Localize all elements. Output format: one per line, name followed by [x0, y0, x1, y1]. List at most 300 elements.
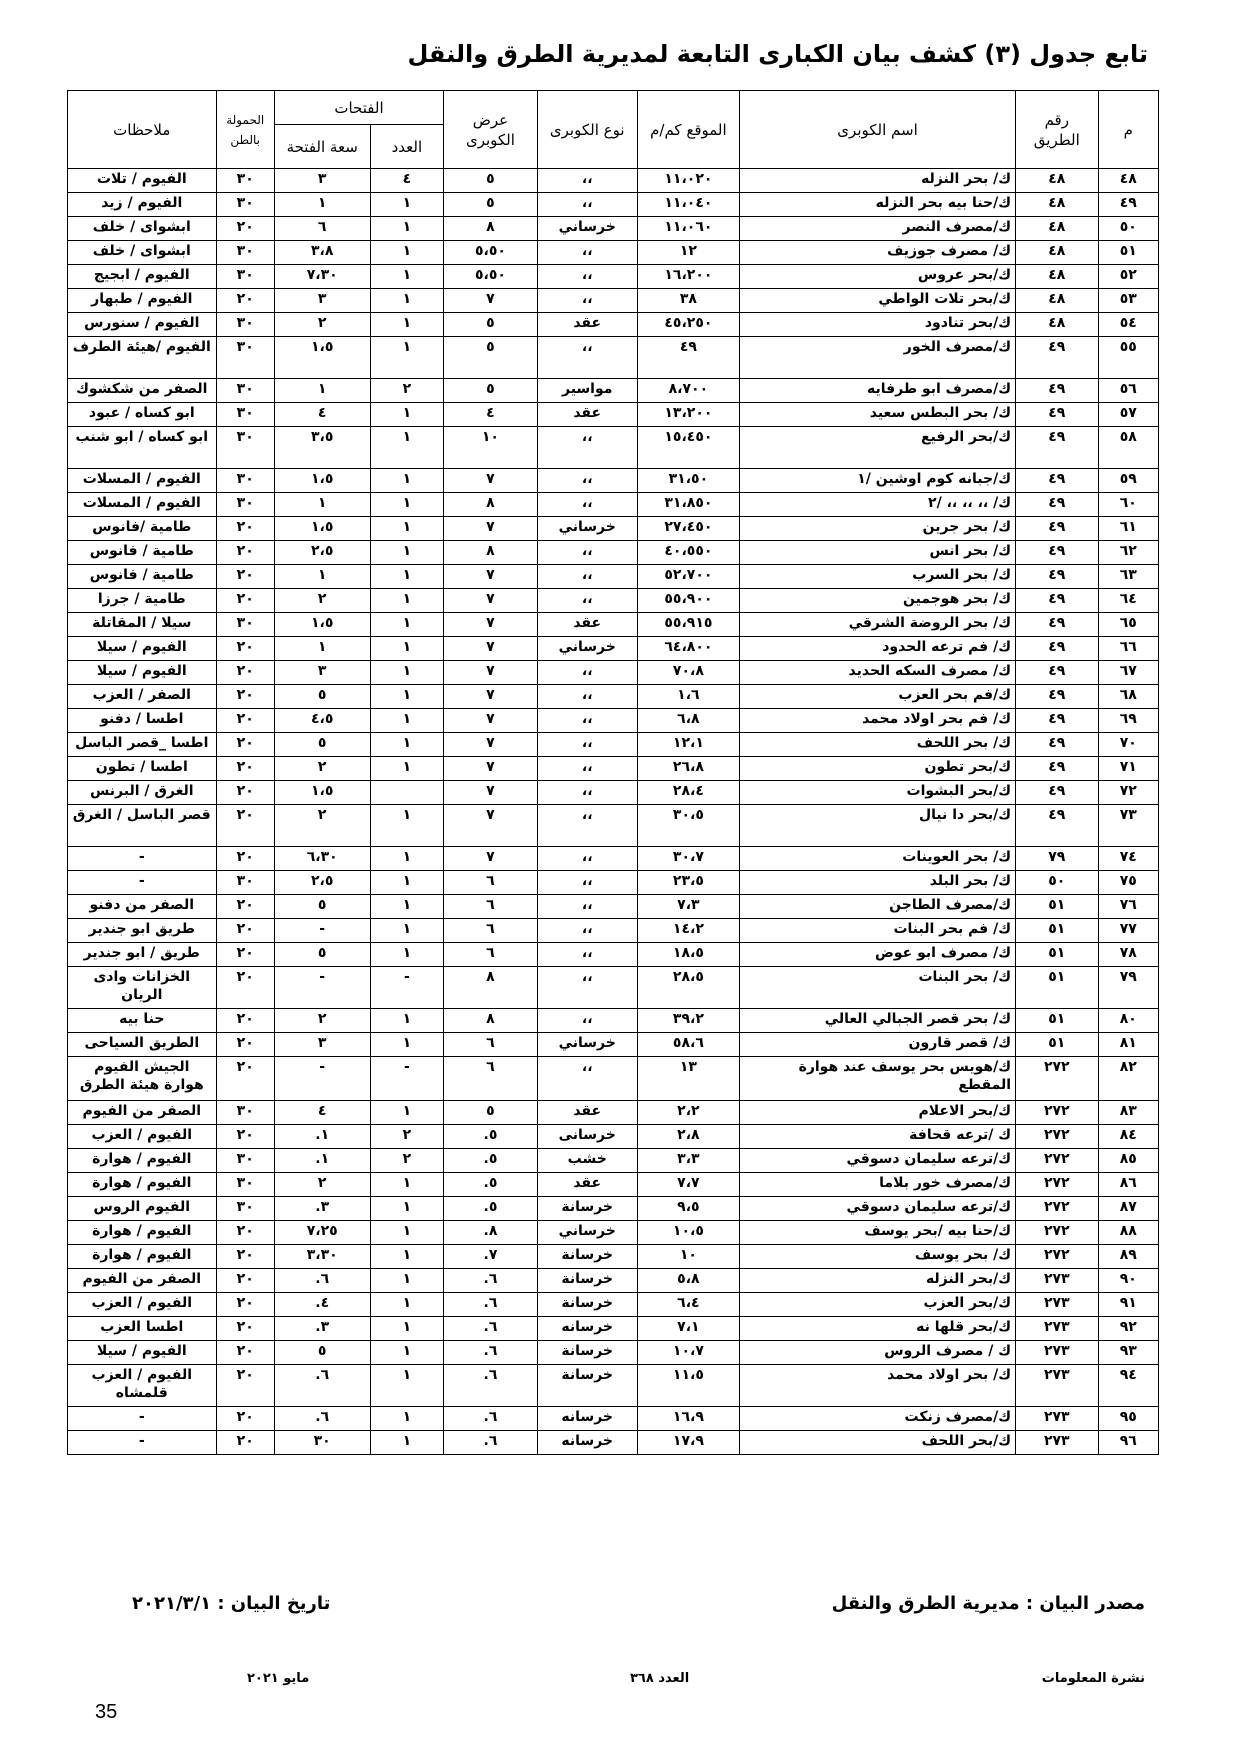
table-row	[68, 1407, 1159, 1431]
cell-load: ٢٠	[216, 1057, 274, 1101]
table-row	[68, 1341, 1159, 1365]
cell-bridge-name: ك/ مصرف السكه الحديد	[740, 661, 1016, 685]
cell-m: ٨٤	[1098, 1125, 1158, 1149]
table-row	[68, 1317, 1159, 1341]
cell-m: ٧٩	[1098, 967, 1158, 1009]
cell-openings-count: ١	[370, 217, 444, 241]
header-load: الحمولة بالطن	[216, 91, 274, 169]
cell-opening-capacity: ٣،٥	[274, 427, 370, 469]
cell-bridge-type: عقد	[537, 1101, 637, 1125]
cell-openings-count: ١	[370, 1197, 444, 1221]
cell-load: ٢٠	[216, 895, 274, 919]
cell-m: ٦٣	[1098, 565, 1158, 589]
table-row	[68, 1009, 1159, 1033]
cell-width: ٦.	[444, 1317, 537, 1341]
cell-m: ٧١	[1098, 757, 1158, 781]
cell-notes: حنا بيه	[68, 1009, 217, 1033]
cell-location: ٣٨	[637, 289, 739, 313]
cell-openings-count: ١	[370, 805, 444, 847]
cell-m: ٩٠	[1098, 1269, 1158, 1293]
cell-bridge-type: خرسانه	[537, 1431, 637, 1455]
cell-bridge-name: ك/ قصر قارون	[740, 1033, 1016, 1057]
cell-location: ٦،٨	[637, 709, 739, 733]
cell-bridge-type: مواسير	[537, 379, 637, 403]
cell-width: ٦	[444, 871, 537, 895]
cell-opening-capacity: ٢	[274, 313, 370, 337]
cell-location: ٣،٣	[637, 1149, 739, 1173]
cell-load: ٢٠	[216, 517, 274, 541]
cell-width: ٥.	[444, 1125, 537, 1149]
cell-notes: ابشواى / خلف	[68, 241, 217, 265]
cell-location: ٢،٢	[637, 1101, 739, 1125]
cell-location: ١٦،٩	[637, 1407, 739, 1431]
cell-notes: الفيوم / هوارة	[68, 1221, 217, 1245]
cell-m: ٩١	[1098, 1293, 1158, 1317]
cell-location: ٣٩،٢	[637, 1009, 739, 1033]
cell-width: ٦.	[444, 1407, 537, 1431]
cell-opening-capacity: ١.	[274, 1149, 370, 1173]
cell-opening-capacity: ٧،٢٥	[274, 1221, 370, 1245]
cell-load: ٣٠	[216, 313, 274, 337]
cell-load: ٢٠	[216, 943, 274, 967]
cell-bridge-name: ك/ترعه سليمان دسوقي	[740, 1197, 1016, 1221]
cell-openings-count: ١	[370, 919, 444, 943]
cell-width: ٥	[444, 379, 537, 403]
cell-road-no: ٢٧٢	[1016, 1057, 1098, 1101]
cell-notes: الصفر من الفيوم	[68, 1101, 217, 1125]
header-m: م	[1098, 91, 1158, 169]
cell-load: ٣٠	[216, 493, 274, 517]
cell-width: ٧	[444, 733, 537, 757]
cell-opening-capacity: ٣	[274, 1033, 370, 1057]
cell-width: ٥	[444, 169, 537, 193]
cell-opening-capacity: -	[274, 1057, 370, 1101]
cell-road-no: ٤٩	[1016, 637, 1098, 661]
table-row	[68, 1101, 1159, 1125]
cell-bridge-name: ك/بحر العزب	[740, 1293, 1016, 1317]
cell-notes: اطسا / تطون	[68, 757, 217, 781]
cell-bridge-type: ،،	[537, 757, 637, 781]
cell-openings-count: ١	[370, 517, 444, 541]
cell-openings-count: ١	[370, 637, 444, 661]
table-row	[68, 1033, 1159, 1057]
cell-bridge-type: خرساني	[537, 637, 637, 661]
cell-bridge-name: ك/ بحر السرب	[740, 565, 1016, 589]
cell-opening-capacity: ٦.	[274, 1269, 370, 1293]
cell-bridge-type: ،،	[537, 589, 637, 613]
header-width: عرض الكوبرى	[444, 91, 537, 169]
cell-openings-count: ١	[370, 1173, 444, 1197]
cell-opening-capacity: ٣	[274, 169, 370, 193]
table-row	[68, 1125, 1159, 1149]
cell-openings-count: ٢	[370, 1125, 444, 1149]
table-row	[68, 637, 1159, 661]
cell-load: ٢٠	[216, 1269, 274, 1293]
cell-bridge-name: ك/بحر الرفيع	[740, 427, 1016, 469]
cell-opening-capacity: ١	[274, 565, 370, 589]
cell-m: ٥٦	[1098, 379, 1158, 403]
cell-opening-capacity: ٦.	[274, 1365, 370, 1407]
cell-openings-count: ١	[370, 733, 444, 757]
cell-notes: الصفر من دفنو	[68, 895, 217, 919]
table-row	[68, 847, 1159, 871]
cell-bridge-name: ك/حنا بيه /بحر يوسف	[740, 1221, 1016, 1245]
cell-opening-capacity: ٦.	[274, 1407, 370, 1431]
cell-road-no: ٥١	[1016, 967, 1098, 1009]
cell-notes: الطريق السياحى	[68, 1033, 217, 1057]
cell-bridge-type: خرسانة	[537, 1341, 637, 1365]
cell-road-no: ٤٩	[1016, 403, 1098, 427]
cell-openings-count: ١	[370, 1221, 444, 1245]
data-date: تاريخ البيان : ٢٠٢١/٣/١	[132, 1593, 331, 1614]
table-row	[68, 1197, 1159, 1221]
cell-bridge-type: ،،	[537, 895, 637, 919]
cell-openings-count: ١	[370, 1407, 444, 1431]
cell-openings-count: ١	[370, 541, 444, 565]
cell-bridge-type: ،،	[537, 967, 637, 1009]
cell-road-no: ٢٧٢	[1016, 1245, 1098, 1269]
cell-load: ٢٠	[216, 565, 274, 589]
cell-width: ٨.	[444, 1221, 537, 1245]
cell-bridge-name: ك/ بحر اللحف	[740, 733, 1016, 757]
cell-bridge-type: خرسانة	[537, 1245, 637, 1269]
cell-bridge-type: خرسانى	[537, 1125, 637, 1149]
cell-load: ٣٠	[216, 265, 274, 289]
cell-openings-count: ١	[370, 265, 444, 289]
cell-road-no: ٤٩	[1016, 709, 1098, 733]
cell-location: ١٨،٥	[637, 943, 739, 967]
cell-opening-capacity: ٢	[274, 1173, 370, 1197]
cell-width: ٧	[444, 637, 537, 661]
cell-load: ٢٠	[216, 1407, 274, 1431]
cell-load: ٢٠	[216, 805, 274, 847]
cell-notes: طامية /فانوس	[68, 517, 217, 541]
cell-width: ٥	[444, 193, 537, 217]
cell-location: ٢٨،٤	[637, 781, 739, 805]
cell-load: ٣٠	[216, 427, 274, 469]
cell-width: ٤	[444, 403, 537, 427]
cell-location: ٧،٧	[637, 1173, 739, 1197]
cell-load: ٢٠	[216, 1365, 274, 1407]
cell-opening-capacity: ٢	[274, 1009, 370, 1033]
table-row	[68, 541, 1159, 565]
cell-notes: الفيوم / زيد	[68, 193, 217, 217]
cell-bridge-name: ك/ بحر يوسف	[740, 1245, 1016, 1269]
cell-road-no: ٢٧٣	[1016, 1317, 1098, 1341]
cell-notes: الفيوم / طبهار	[68, 289, 217, 313]
cell-opening-capacity: ٣.	[274, 1197, 370, 1221]
cell-opening-capacity: ٤،٥	[274, 709, 370, 733]
cell-load: ٢٠	[216, 661, 274, 685]
table-row	[68, 805, 1159, 847]
cell-bridge-name: ك/ مصرف جوزيف	[740, 241, 1016, 265]
cell-location: ٢،٨	[637, 1125, 739, 1149]
cell-opening-capacity: ١	[274, 493, 370, 517]
cell-bridge-name: ك/بحر تطون	[740, 757, 1016, 781]
cell-bridge-type: ،،	[537, 847, 637, 871]
header-opening-capacity: سعة الفتحة	[274, 125, 370, 169]
cell-m: ٦٢	[1098, 541, 1158, 565]
cell-width: ٥،٥٠	[444, 241, 537, 265]
cell-width: ٨	[444, 541, 537, 565]
cell-width: ٦	[444, 943, 537, 967]
cell-openings-count: ١	[370, 403, 444, 427]
cell-notes: ابشواى / خلف	[68, 217, 217, 241]
cell-bridge-type: ،،	[537, 709, 637, 733]
cell-bridge-type: ،،	[537, 337, 637, 379]
cell-notes: الفيوم / سيلا	[68, 661, 217, 685]
cell-bridge-name: ك/بحر البشوات	[740, 781, 1016, 805]
cell-load: ٣٠	[216, 241, 274, 265]
cell-road-no: ٤٩	[1016, 805, 1098, 847]
cell-bridge-name: ك/بحر تلات الواطي	[740, 289, 1016, 313]
cell-notes: الصفر / العزب	[68, 685, 217, 709]
header-openings-count: العدد	[370, 125, 444, 169]
cell-m: ٩٥	[1098, 1407, 1158, 1431]
cell-bridge-name: ك/ بحر انس	[740, 541, 1016, 565]
cell-bridge-name: ك/بحر النزله	[740, 1269, 1016, 1293]
table-row	[68, 733, 1159, 757]
cell-location: ٦،٤	[637, 1293, 739, 1317]
cell-m: ٥٥	[1098, 337, 1158, 379]
table-row	[68, 1057, 1159, 1101]
cell-bridge-name: ك/ بحر البنات	[740, 967, 1016, 1009]
cell-width: ٥.	[444, 1197, 537, 1221]
cell-bridge-name: ك / مصرف الروس	[740, 1341, 1016, 1365]
cell-width: ٥	[444, 313, 537, 337]
cell-notes: الفيوم / المسلات	[68, 493, 217, 517]
cell-notes: طامية / جرزا	[68, 589, 217, 613]
cell-load: ٢٠	[216, 1221, 274, 1245]
cell-bridge-name: ك/ بحر اولاد محمد	[740, 1365, 1016, 1407]
table-row	[68, 781, 1159, 805]
cell-openings-count: ١	[370, 685, 444, 709]
cell-m: ٨٢	[1098, 1057, 1158, 1101]
cell-bridge-name: ك/ بحر النزله	[740, 169, 1016, 193]
cell-bridge-type: ،،	[537, 493, 637, 517]
cell-location: ١٢	[637, 241, 739, 265]
cell-m: ٦١	[1098, 517, 1158, 541]
cell-notes: الفيوم / العزب	[68, 1125, 217, 1149]
table-row	[68, 337, 1159, 379]
cell-m: ٧٥	[1098, 871, 1158, 895]
footer-issue: العدد ٣٦٨	[630, 1671, 690, 1686]
cell-opening-capacity: ١.	[274, 1125, 370, 1149]
footer-publication: نشرة المعلومات	[1041, 1671, 1145, 1686]
cell-openings-count: ١	[370, 193, 444, 217]
cell-bridge-type: ،،	[537, 265, 637, 289]
cell-notes: الفيوم / سنورس	[68, 313, 217, 337]
cell-opening-capacity: ٢	[274, 805, 370, 847]
cell-location: ٢٦،٨	[637, 757, 739, 781]
cell-opening-capacity: ٤	[274, 1101, 370, 1125]
cell-width: ٥،٥٠	[444, 265, 537, 289]
cell-location: ٤٥،٢٥٠	[637, 313, 739, 337]
cell-load: ٢٠	[216, 1245, 274, 1269]
cell-location: ١،٦	[637, 685, 739, 709]
cell-width: ٧	[444, 589, 537, 613]
cell-load: ٢٠	[216, 589, 274, 613]
cell-road-no: ٤٩	[1016, 781, 1098, 805]
table-row	[68, 1173, 1159, 1197]
cell-openings-count: ١	[370, 1245, 444, 1269]
cell-location: ٣١،٥٠	[637, 469, 739, 493]
cell-notes: قصر الباسل / الغرق	[68, 805, 217, 847]
table-row	[68, 589, 1159, 613]
cell-width: ٧	[444, 685, 537, 709]
cell-notes: -	[68, 1431, 217, 1455]
cell-road-no: ٤٩	[1016, 541, 1098, 565]
table-row	[68, 265, 1159, 289]
cell-openings-count: ١	[370, 427, 444, 469]
table-row	[68, 943, 1159, 967]
cell-bridge-type: خرسانة	[537, 1197, 637, 1221]
cell-notes: اطسا _قصر الباسل	[68, 733, 217, 757]
cell-bridge-name: ك/جبانه كوم اوشين /١	[740, 469, 1016, 493]
cell-bridge-name: ك/هويس بحر يوسف عند هوارة المقطع	[740, 1057, 1016, 1101]
cell-m: ٧٢	[1098, 781, 1158, 805]
cell-openings-count: ١	[370, 1431, 444, 1455]
cell-bridge-type: ،،	[537, 193, 637, 217]
cell-notes: الجيش الفيوم هوارة هيئة الطرق	[68, 1057, 217, 1101]
cell-width: ١٠	[444, 427, 537, 469]
cell-bridge-name: ك/حنا بيه بحر النزله	[740, 193, 1016, 217]
cell-load: ٣٠	[216, 1197, 274, 1221]
cell-notes: الفيوم / هوارة	[68, 1245, 217, 1269]
table-row	[68, 193, 1159, 217]
cell-m: ٥٣	[1098, 289, 1158, 313]
cell-road-no: ٥١	[1016, 1009, 1098, 1033]
cell-location: ٢٣،٥	[637, 871, 739, 895]
table-row	[68, 757, 1159, 781]
cell-location: ٣١،٨٥٠	[637, 493, 739, 517]
cell-opening-capacity: ٣	[274, 289, 370, 313]
cell-bridge-name: ك/مصرف خور بلاما	[740, 1173, 1016, 1197]
cell-width: ٧	[444, 565, 537, 589]
cell-road-no: ٢٧٢	[1016, 1101, 1098, 1125]
cell-bridge-name: ك/ بحر البطس سعيد	[740, 403, 1016, 427]
cell-load: ٢٠	[216, 637, 274, 661]
cell-opening-capacity: ١،٥	[274, 613, 370, 637]
cell-width: ٧	[444, 709, 537, 733]
cell-opening-capacity: ١،٥	[274, 517, 370, 541]
table-row	[68, 709, 1159, 733]
cell-opening-capacity: ٥	[274, 733, 370, 757]
cell-bridge-name: ك/بحر دا نيال	[740, 805, 1016, 847]
cell-load: ٢٠	[216, 541, 274, 565]
cell-road-no: ٤٨	[1016, 241, 1098, 265]
cell-bridge-type: ،،	[537, 871, 637, 895]
cell-road-no: ٤٨	[1016, 265, 1098, 289]
table-row	[68, 217, 1159, 241]
cell-location: ١٠	[637, 1245, 739, 1269]
cell-bridge-type: خرسانه	[537, 1407, 637, 1431]
cell-location: ١٠،٧	[637, 1341, 739, 1365]
cell-m: ٧٦	[1098, 895, 1158, 919]
cell-notes: الفيوم / العزب قلمشاه	[68, 1365, 217, 1407]
cell-road-no: ٢٧٢	[1016, 1125, 1098, 1149]
header-bridge-name: اسم الكوبرى	[740, 91, 1016, 169]
cell-openings-count: ١	[370, 943, 444, 967]
cell-road-no: ٤٨	[1016, 169, 1098, 193]
cell-m: ٥٢	[1098, 265, 1158, 289]
cell-openings-count: ١	[370, 1365, 444, 1407]
cell-openings-count: ١	[370, 565, 444, 589]
cell-m: ٧٧	[1098, 919, 1158, 943]
cell-width: ٥	[444, 1101, 537, 1125]
cell-bridge-name: ك/بحر قلها نه	[740, 1317, 1016, 1341]
page-number: 35	[95, 1701, 118, 1723]
cell-road-no: ٢٧٢	[1016, 1197, 1098, 1221]
cell-openings-count: ١	[370, 1317, 444, 1341]
cell-openings-count: ١	[370, 289, 444, 313]
cell-notes: الفيوم /هيئة الطرف	[68, 337, 217, 379]
table-row	[68, 403, 1159, 427]
cell-road-no: ٥١	[1016, 895, 1098, 919]
cell-width: ٧	[444, 847, 537, 871]
cell-notes: الفيوم / المسلات	[68, 469, 217, 493]
cell-load: ٢٠	[216, 685, 274, 709]
cell-load: ٢٠	[216, 733, 274, 757]
cell-load: ٢٠	[216, 919, 274, 943]
cell-location: ٥٢،٧٠٠	[637, 565, 739, 589]
cell-opening-capacity: ١،٥	[274, 337, 370, 379]
cell-m: ٥١	[1098, 241, 1158, 265]
cell-load: ٢٠	[216, 289, 274, 313]
cell-bridge-type: خشب	[537, 1149, 637, 1173]
cell-opening-capacity: ٥	[274, 1341, 370, 1365]
cell-m: ٧٤	[1098, 847, 1158, 871]
cell-width: ٧	[444, 781, 537, 805]
cell-m: ٨٣	[1098, 1101, 1158, 1125]
cell-bridge-name: ك/ ،، ،، ،، /٢	[740, 493, 1016, 517]
cell-location: ٥٨،٦	[637, 1033, 739, 1057]
cell-m: ٦٦	[1098, 637, 1158, 661]
cell-m: ٩٤	[1098, 1365, 1158, 1407]
cell-openings-count	[370, 781, 444, 805]
cell-load: ٣٠	[216, 1149, 274, 1173]
cell-m: ٧٨	[1098, 943, 1158, 967]
cell-opening-capacity: ١،٥	[274, 469, 370, 493]
cell-load: ٣٠	[216, 1101, 274, 1125]
bridges-table	[67, 90, 1159, 1455]
cell-bridge-type: خرساني	[537, 1033, 637, 1057]
cell-notes: سيلا / المقاتلة	[68, 613, 217, 637]
cell-opening-capacity: ٢	[274, 589, 370, 613]
cell-load: ٢٠	[216, 217, 274, 241]
cell-opening-capacity: ٣،٨	[274, 241, 370, 265]
cell-width: ٦.	[444, 1269, 537, 1293]
cell-opening-capacity: ٤.	[274, 1293, 370, 1317]
cell-load: ٢٠	[216, 1125, 274, 1149]
cell-bridge-name: ك/ بحر جرين	[740, 517, 1016, 541]
cell-notes: الصفر من شكشوك	[68, 379, 217, 403]
cell-bridge-name: ك/بحر الاعلام	[740, 1101, 1016, 1125]
cell-opening-capacity: ١	[274, 637, 370, 661]
cell-m: ٩٢	[1098, 1317, 1158, 1341]
cell-bridge-type: ،،	[537, 1009, 637, 1033]
cell-bridge-type: ،،	[537, 1057, 637, 1101]
cell-bridge-type: خرساني	[537, 517, 637, 541]
cell-width: ٥.	[444, 1149, 537, 1173]
cell-bridge-name: ك/ مصرف ابو عوض	[740, 943, 1016, 967]
cell-road-no: ٢٧٣	[1016, 1407, 1098, 1431]
cell-bridge-name: ك/ بحر الروضة الشرقي	[740, 613, 1016, 637]
cell-bridge-type: خرساني	[537, 1221, 637, 1245]
cell-opening-capacity: -	[274, 967, 370, 1009]
table-row	[68, 967, 1159, 1009]
cell-bridge-type: ،،	[537, 805, 637, 847]
